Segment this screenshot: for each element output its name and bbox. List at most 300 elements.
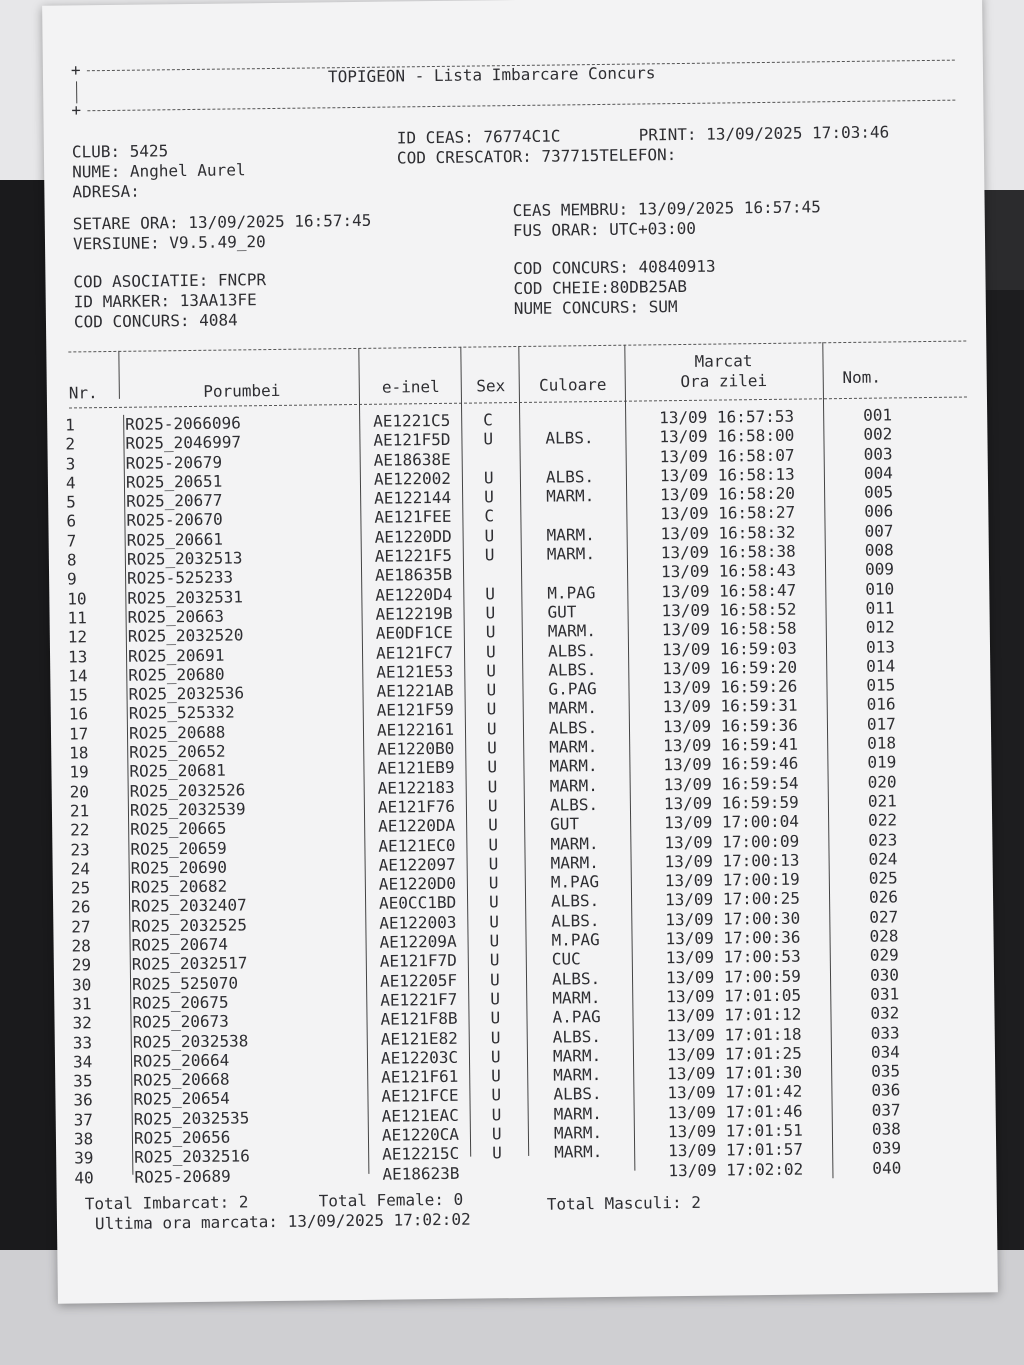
row-time: 13/09 16:59:03 <box>661 638 797 659</box>
row-sex: U <box>491 1085 502 1105</box>
row-pigeon: RO25_2032531 <box>127 587 244 608</box>
row-sex: C <box>484 506 495 526</box>
row-nr: 39 <box>74 1148 94 1168</box>
row-nr: 26 <box>71 897 91 917</box>
printed-page <box>42 0 998 1304</box>
row-color: M.PAG <box>550 872 600 892</box>
row-nr: 15 <box>68 685 88 705</box>
row-time: 13/09 17:01:46 <box>667 1101 803 1122</box>
row-color: MARM. <box>550 833 599 854</box>
row-ering: AE121F7D <box>379 951 457 972</box>
row-ering: AE122003 <box>379 912 457 933</box>
version: VERSIUNE: V9.5.49_20 <box>72 232 266 254</box>
row-color: M.PAG <box>551 930 600 950</box>
row-nr: 16 <box>68 704 89 724</box>
row-ering: AE121F59 <box>376 700 454 721</box>
row-nom: 040 <box>872 1157 902 1178</box>
row-time: 13/09 17:00:53 <box>665 946 801 968</box>
row-pigeon: RO25_20673 <box>132 1011 229 1032</box>
row-ering: AE121E53 <box>376 661 454 682</box>
row-sex: U <box>488 854 499 874</box>
row-nom: 037 <box>871 1100 901 1120</box>
row-time: 13/09 16:58:00 <box>659 425 795 447</box>
row-pigeon: RO25_20654 <box>133 1088 230 1110</box>
row-nom: 004 <box>863 463 893 483</box>
row-nom: 013 <box>865 636 896 657</box>
row-pigeon: RO25-2066096 <box>125 413 241 434</box>
title-box-corner: + <box>71 100 82 120</box>
row-color: MARM. <box>550 852 599 873</box>
row-nr: 40 <box>74 1167 94 1188</box>
total-embarked: Total Imbarcat: 2 <box>84 1192 249 1214</box>
row-nom: 036 <box>871 1080 901 1101</box>
row-ering: AE12209A <box>379 931 457 952</box>
row-ering: AE1220CA <box>381 1124 460 1145</box>
row-color: MARM. <box>549 737 598 757</box>
row-nr: 12 <box>67 627 88 647</box>
row-sex: U <box>483 429 494 449</box>
row-sex: U <box>487 796 498 816</box>
row-ering: AE1221AB <box>376 680 454 701</box>
row-nr: 10 <box>67 588 87 609</box>
row-nr: 33 <box>72 1032 93 1052</box>
row-ering: AE1221C5 <box>373 410 451 431</box>
row-sex: U <box>490 1047 501 1067</box>
row-sex: U <box>492 1143 502 1163</box>
row-pigeon: RO25_20680 <box>128 664 225 685</box>
row-color: ALBS. <box>549 794 599 815</box>
row-time: 13/09 16:59:46 <box>663 753 799 775</box>
row-nom: 031 <box>870 984 900 1004</box>
row-pigeon: RO25_2032538 <box>132 1030 249 1052</box>
row-time: 13/09 16:58:07 <box>659 445 795 466</box>
print-time: PRINT: 13/09/2025 17:03:46 <box>638 122 890 145</box>
row-pigeon: RO25_525332 <box>128 702 235 724</box>
last-marked-time: Ultima ora marcata: 13/09/2025 17:02:02 <box>94 1209 471 1234</box>
row-sex: U <box>485 603 496 623</box>
row-nom: 017 <box>866 714 896 734</box>
row-nom: 029 <box>869 945 899 966</box>
breeder-code: COD CRESCATOR: 737715TELEFON: <box>396 145 677 168</box>
row-nom: 018 <box>867 733 897 753</box>
header-ora-zilei: Ora zilei <box>680 370 768 392</box>
row-nom: 039 <box>872 1138 902 1159</box>
row-time: 13/09 16:58:20 <box>660 483 796 505</box>
row-nom: 021 <box>867 791 897 811</box>
row-time: 13/09 16:57:53 <box>659 406 795 428</box>
row-sex: U <box>488 873 499 893</box>
row-nr: 21 <box>69 801 90 821</box>
row-time: 13/09 16:58:13 <box>659 464 795 486</box>
row-pigeon: RO25_2046997 <box>125 432 242 454</box>
row-nr: 34 <box>72 1052 93 1072</box>
row-time: 13/09 16:59:26 <box>662 676 798 698</box>
time-zone: FUS ORAR: UTC+03:00 <box>512 218 697 241</box>
owner-name: NUME: Anghel Aurel <box>72 160 246 182</box>
header-einel: e-inel <box>381 376 440 397</box>
table-header-top-border <box>68 341 966 353</box>
header-culoare: Culoare <box>538 374 607 395</box>
row-time: 13/09 17:00:36 <box>665 927 801 949</box>
row-sex: U <box>489 969 500 989</box>
row-ering: AE121EC0 <box>378 835 456 856</box>
row-nr: 24 <box>70 859 91 879</box>
row-sex: U <box>483 468 494 488</box>
row-nom: 034 <box>870 1042 900 1062</box>
row-time: 13/09 16:58:52 <box>661 599 797 621</box>
row-nom: 033 <box>870 1022 900 1043</box>
row-ering: AE121EAC <box>381 1105 459 1126</box>
row-ering: AE122097 <box>378 854 456 875</box>
row-color: MARM. <box>546 524 595 545</box>
row-ering: AE122161 <box>376 719 455 740</box>
row-pigeon: RO25_20656 <box>133 1127 231 1148</box>
row-color: ALBS. <box>548 717 598 738</box>
row-sex: U <box>487 757 498 777</box>
row-ering: AE1220D0 <box>378 873 457 894</box>
row-nom: 002 <box>863 424 893 445</box>
row-sex: U <box>490 1008 501 1028</box>
row-time: 13/09 17:00:30 <box>665 908 801 929</box>
row-sex <box>479 564 539 584</box>
row-ering: AE12215C <box>382 1144 460 1165</box>
row-pigeon: RO25_20668 <box>133 1069 230 1090</box>
row-nom: 038 <box>871 1119 901 1139</box>
row-ering: AE1221F7 <box>380 989 458 1010</box>
total-male: Total Masculi: 2 <box>546 1192 702 1214</box>
row-time: 13/09 17:00:59 <box>665 966 801 987</box>
row-nr: 36 <box>73 1090 93 1110</box>
row-ering: AE122183 <box>377 777 455 798</box>
row-pigeon: RO25_20652 <box>129 741 226 762</box>
row-color <box>538 505 652 526</box>
row-pigeon: RO25_2032407 <box>131 895 247 917</box>
row-pigeon: RO25_20691 <box>127 645 225 666</box>
row-sex: U <box>485 622 496 642</box>
row-color: ALBS. <box>545 428 594 448</box>
row-sex: U <box>485 583 496 604</box>
row-pigeon: RO25_2032539 <box>129 799 246 820</box>
total-female: Total Female: 0 <box>318 1189 464 1211</box>
contest-code: COD CONCURS: 40840913 <box>513 256 716 279</box>
row-color <box>539 563 653 584</box>
row-color <box>546 1161 660 1182</box>
row-sex: U <box>487 738 497 758</box>
row-pigeon: RO25_20665 <box>130 818 227 840</box>
row-color: ALBS. <box>548 659 597 680</box>
row-pigeon: RO25_20674 <box>131 934 229 955</box>
pigeon-table <box>65 405 952 1188</box>
row-sex: U <box>490 989 501 1009</box>
row-nom: 014 <box>866 656 896 676</box>
row-pigeon: RO25_20690 <box>130 857 228 878</box>
row-ering: AE18638E <box>373 449 451 470</box>
row-nr: 25 <box>70 878 91 898</box>
row-time: 13/09 16:58:27 <box>660 503 796 524</box>
row-nom: 022 <box>868 810 898 830</box>
row-ering: AE12219B <box>375 603 453 624</box>
row-ering: AE18623B <box>382 1163 460 1184</box>
row-nr: 20 <box>69 781 90 802</box>
row-nr: 38 <box>73 1129 94 1149</box>
row-sex: U <box>487 776 498 797</box>
row-nr: 35 <box>73 1071 93 1091</box>
row-nr: 28 <box>71 936 91 956</box>
row-nr: 5 <box>66 492 76 512</box>
row-sex: U <box>486 699 497 719</box>
row-color: ALBS. <box>550 891 600 912</box>
row-color: MARM. <box>549 756 598 776</box>
row-time: 13/09 16:59:36 <box>662 715 798 737</box>
row-nr: 7 <box>66 531 77 551</box>
row-sex: U <box>490 1027 501 1047</box>
row-color: G.PAG <box>548 679 597 699</box>
row-sex: U <box>484 487 494 507</box>
row-ering: AE1220B0 <box>377 738 455 759</box>
row-nom: 006 <box>864 501 894 522</box>
row-pigeon: RO25_20688 <box>128 722 226 743</box>
row-sex: U <box>486 680 497 700</box>
row-nom: 008 <box>864 540 894 560</box>
row-sex: U <box>486 661 497 681</box>
row-sex: U <box>485 641 496 661</box>
header-nom: Nom. <box>842 367 882 388</box>
row-color: MARM. <box>553 1103 602 1124</box>
row-time: 13/09 17:00:09 <box>664 831 800 852</box>
row-color <box>538 447 652 468</box>
row-color: ALBS. <box>545 466 595 487</box>
row-color: ALBS. <box>551 968 601 989</box>
row-time: 13/09 17:00:13 <box>664 850 800 872</box>
row-time: 13/09 16:58:32 <box>660 522 796 544</box>
row-pigeon: RO25_20651 <box>125 471 223 492</box>
row-time: 13/09 17:01:51 <box>667 1120 803 1142</box>
row-nr: 6 <box>66 511 77 532</box>
row-color: M.PAG <box>547 582 596 603</box>
row-nr: 32 <box>72 1013 92 1033</box>
row-time: 13/09 16:59:20 <box>662 657 798 679</box>
contest-name: NUME CONCURS: SUM <box>513 297 678 319</box>
row-nr: 3 <box>65 454 76 474</box>
row-nr: 22 <box>70 820 90 840</box>
row-time: 13/09 16:59:41 <box>663 734 799 756</box>
row-pigeon: RO25_2032517 <box>131 953 248 975</box>
row-time: 13/09 16:59:31 <box>662 696 798 717</box>
row-pigeon: RO25-20689 <box>134 1166 231 1187</box>
row-pigeon: RO25-20670 <box>126 510 223 531</box>
row-nr: 2 <box>65 434 76 454</box>
marker-id: ID MARKER: 13AA13FE <box>73 290 257 312</box>
row-pigeon: RO25_2032535 <box>133 1108 250 1129</box>
row-nr: 18 <box>69 743 89 763</box>
row-pigeon: RO25_20682 <box>130 876 228 897</box>
row-sex: U <box>484 526 495 546</box>
row-pigeon: RO25_2032516 <box>134 1146 250 1168</box>
row-ering: AE121FEE <box>374 507 452 528</box>
row-color: CUC <box>551 949 581 969</box>
row-nr: 17 <box>68 724 89 744</box>
row-time: 13/09 17:00:25 <box>664 889 801 910</box>
row-pigeon: RO25_2032526 <box>129 780 246 801</box>
row-color <box>537 408 651 429</box>
row-pigeon: RO25_20681 <box>129 760 226 782</box>
time-setting: SETARE ORA: 13/09/2025 16:57:45 <box>72 210 372 234</box>
contest-code-short: COD CONCURS: 4084 <box>73 310 238 332</box>
row-nom: 019 <box>867 752 897 773</box>
row-time: 13/09 16:59:59 <box>663 792 799 814</box>
row-nr: 9 <box>66 569 77 589</box>
row-sex: U <box>486 719 497 739</box>
row-pigeon: RO25_20659 <box>130 838 227 859</box>
row-color: ALBS. <box>551 910 600 931</box>
row-color: MARM. <box>552 1045 602 1066</box>
row-color: MARM. <box>549 775 598 796</box>
row-time: 13/09 17:01:25 <box>666 1043 802 1065</box>
row-time: 13/09 17:01:12 <box>666 1004 802 1026</box>
row-ering: AE0DF1CE <box>375 623 453 644</box>
row-pigeon: RO25_20661 <box>126 529 224 550</box>
row-color: ALBS. <box>553 1084 602 1105</box>
address: ADRESA: <box>72 181 140 202</box>
header-sex: Sex <box>476 376 506 396</box>
row-nom: 032 <box>870 1003 900 1023</box>
row-ering: AE1220DA <box>378 816 456 836</box>
row-sex: U <box>488 834 499 854</box>
row-color: GUT <box>547 602 577 622</box>
title-box-bottom-border <box>87 100 955 112</box>
row-time: 13/09 16:58:47 <box>661 580 797 601</box>
row-ering: AE1220D4 <box>375 584 453 605</box>
row-nom: 030 <box>869 965 900 985</box>
row-ering: AE18635B <box>374 565 453 586</box>
row-ering: AE121F8B <box>380 1008 458 1029</box>
row-nom: 024 <box>868 849 898 869</box>
header-marcat: Marcat <box>694 351 753 371</box>
row-time: 13/09 16:58:58 <box>661 618 797 640</box>
row-time: 13/09 16:58:38 <box>660 541 796 563</box>
clock-id: ID CEAS: 76774C1C <box>396 126 561 148</box>
row-nr: 23 <box>70 839 90 860</box>
row-pigeon: RO25_20675 <box>132 992 229 1013</box>
column-separator <box>118 351 120 399</box>
row-ering: AE121FCE <box>381 1086 459 1107</box>
row-ering: AE121E82 <box>380 1028 458 1049</box>
header-porumbei: Porumbei <box>203 380 281 401</box>
row-nr: 30 <box>71 974 92 995</box>
header-nr: Nr. <box>68 383 98 403</box>
row-nom: 025 <box>868 868 898 888</box>
row-ering: AE12203C <box>380 1047 459 1068</box>
row-time: 13/09 17:01:30 <box>667 1062 803 1084</box>
row-ering: AE121FC7 <box>375 642 454 663</box>
row-time: 13/09 17:00:19 <box>664 869 800 891</box>
row-pigeon: RO25_20677 <box>126 490 223 511</box>
row-sex: U <box>491 1104 502 1125</box>
row-ering: AE122144 <box>374 488 452 508</box>
row-pigeon: RO25_2032536 <box>128 683 245 704</box>
row-ering: AE121F5D <box>373 430 451 451</box>
row-nom: 010 <box>865 579 895 599</box>
row-color: MARM. <box>552 987 601 1008</box>
row-time: 13/09 17:01:57 <box>668 1139 804 1161</box>
row-ering: AE122002 <box>373 468 452 489</box>
row-nom: 028 <box>869 926 899 946</box>
row-nom: 023 <box>868 829 898 850</box>
row-color: MARM. <box>548 698 598 719</box>
row-nom: 009 <box>864 559 895 580</box>
row-nr: 29 <box>71 955 92 975</box>
row-sex <box>478 448 538 468</box>
row-sex: U <box>484 545 495 565</box>
row-nom: 007 <box>864 521 894 541</box>
row-ering: AE12205F <box>379 970 458 991</box>
row-pigeon: RO25_525070 <box>131 973 239 994</box>
row-pigeon: RO25_20664 <box>132 1050 230 1071</box>
row-pigeon: RO25-20679 <box>125 452 223 473</box>
row-color: MARM. <box>546 486 595 506</box>
row-sex: C <box>483 410 493 430</box>
row-nr: 31 <box>72 994 92 1014</box>
row-pigeon: RO25_2032520 <box>127 625 244 647</box>
row-pigeon: RO25-525233 <box>126 567 234 589</box>
row-nom: 005 <box>863 482 894 502</box>
row-time: 13/09 16:58:43 <box>660 560 797 582</box>
row-time: 13/09 16:59:54 <box>663 773 799 794</box>
row-color: MARM. <box>553 1123 603 1143</box>
row-nom: 015 <box>866 675 896 695</box>
row-nr: 1 <box>65 415 75 435</box>
row-nom: 035 <box>871 1061 901 1081</box>
row-color: MARM. <box>546 544 596 564</box>
row-nr: 4 <box>65 473 76 493</box>
row-ering: AE0CC1BD <box>378 893 457 914</box>
row-time: 13/09 17:01:42 <box>667 1081 803 1103</box>
row-pigeon: RO25_2032513 <box>126 548 243 569</box>
row-color: MARM. <box>547 621 597 641</box>
page-title: TOPIGEON - Lista Imbarcare Concurs <box>327 63 656 87</box>
row-sex: U <box>488 892 499 912</box>
row-nr: 19 <box>69 762 89 782</box>
row-color: A.PAG <box>552 1007 601 1027</box>
row-color: MARM. <box>554 1142 603 1162</box>
row-nr: 8 <box>66 550 77 570</box>
row-sex <box>486 1162 546 1182</box>
row-sex: U <box>488 815 498 835</box>
row-color: ALBS. <box>547 640 597 661</box>
row-nom: 027 <box>869 907 899 927</box>
row-ering: AE121EB9 <box>377 758 455 779</box>
row-nr: 14 <box>68 666 88 686</box>
row-sex: U <box>491 1066 501 1086</box>
row-nom: 026 <box>868 887 899 908</box>
row-nom: 001 <box>863 405 893 425</box>
club: CLUB: 5425 <box>71 141 169 162</box>
row-color: GUT <box>550 814 580 834</box>
row-sex: U <box>489 931 500 951</box>
row-sex: U <box>489 950 500 970</box>
row-ering: AE121F76 <box>377 796 456 817</box>
row-nom: 012 <box>865 617 895 638</box>
row-pigeon: RO25_20663 <box>127 606 225 627</box>
row-nom: 003 <box>863 444 893 464</box>
member-clock: CEAS MEMBRU: 13/09/2025 16:57:45 <box>512 197 821 221</box>
row-nom: 020 <box>867 772 897 792</box>
row-nr: 11 <box>67 608 87 628</box>
row-time: 13/09 17:00:04 <box>664 811 800 833</box>
row-time: 13/09 17:02:02 <box>668 1159 804 1180</box>
row-sex: U <box>489 911 500 932</box>
title-box-corner: + <box>70 60 81 80</box>
